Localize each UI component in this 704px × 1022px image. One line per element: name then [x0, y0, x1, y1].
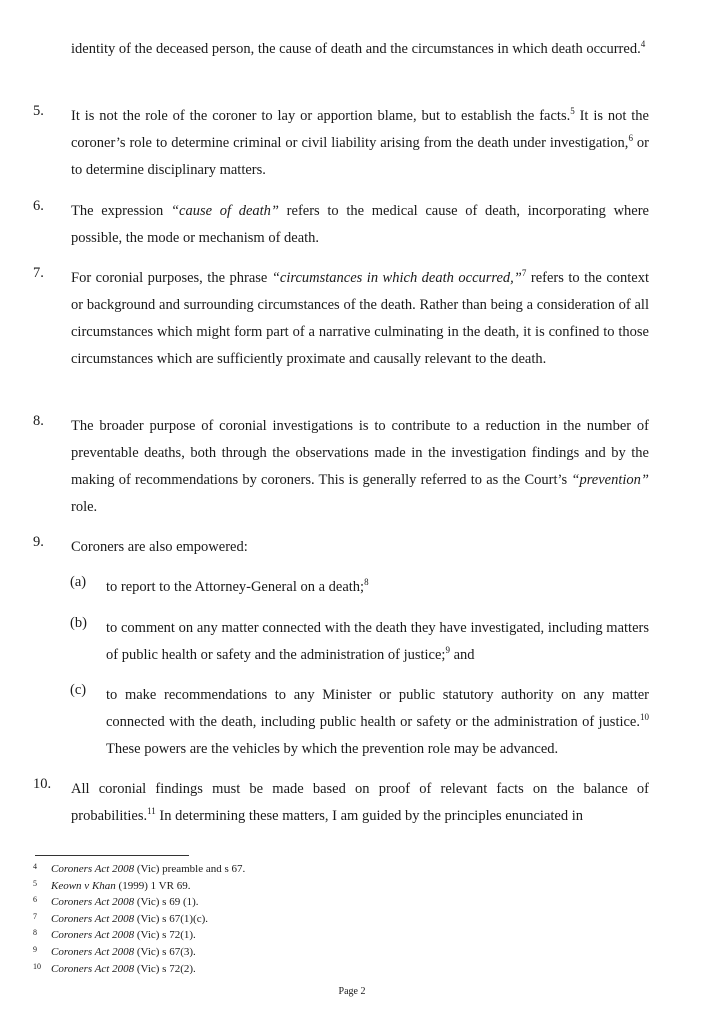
paragraph-number: 10.	[33, 776, 52, 792]
paragraph-text	[71, 198, 649, 252]
text-run: The broader purpose of coronial investigations is to contribute to a reduction in the number of preventable deaths, both through the observations made in the investigation findings and by the making of recommendations by coroners. This is generally referred to as the Court’s	[71, 418, 649, 488]
footnote-mark: 7	[33, 911, 37, 921]
italic-text: Coroners Act 2008	[51, 896, 135, 909]
footnote-text	[51, 946, 196, 958]
paragraph-number: 8.	[33, 413, 44, 429]
text-run: (Vic) s 72(2).	[134, 962, 196, 975]
text-run: (Vic) s 72(1).	[134, 929, 196, 942]
text-run: refers to the medical cause of death, incorporating where possible, the mode or mechanism of death.	[71, 203, 649, 246]
footnote-reference: 5	[570, 106, 575, 116]
subparagraph-label: (b)	[70, 615, 87, 631]
footnote-9	[33, 943, 245, 960]
text-run: (Vic) s 67(3).	[134, 945, 196, 958]
footnote-7	[33, 910, 245, 927]
subparagraph-text	[106, 615, 649, 669]
text-run: to comment on any matter connected with the death they have investigated, including matters of public health or safety and the administration of justice;	[106, 620, 649, 663]
footnote-text	[51, 863, 245, 875]
footnote-reference: 9	[445, 645, 450, 655]
footnote-reference: 10	[640, 712, 649, 722]
page-number: Page 2	[338, 986, 366, 997]
italic-text: Coroners Act 2008	[51, 962, 135, 975]
paragraph-number: 5.	[33, 103, 44, 119]
text-run: In determining these matters, I am guided by the principles enunciated in	[155, 808, 584, 824]
text-run: and	[449, 647, 475, 663]
subparagraph-label: (c)	[70, 682, 87, 698]
footnote-5	[33, 877, 245, 894]
footnotes	[33, 860, 245, 976]
footnote-text	[51, 963, 196, 975]
text-run: Coroners are also empowered:	[71, 539, 248, 555]
footnote-mark: 9	[33, 944, 37, 954]
subparagraph-label: (a)	[70, 574, 87, 590]
footnote-reference: 7	[521, 268, 527, 278]
text-run: (1999) 1 VR 69.	[115, 879, 191, 892]
text-run: It is not the role of the coroner to lay or apportion blame, but to establish the facts.	[71, 108, 571, 124]
subparagraph-text	[106, 574, 649, 601]
footnote-text	[51, 913, 208, 925]
footnote-text	[51, 929, 196, 941]
paragraph-number: 6.	[33, 198, 44, 214]
italic-text: “cause of death”	[170, 203, 279, 219]
footnote-text	[51, 880, 190, 892]
text-run: (Vic) s 69 (1).	[134, 896, 199, 909]
footnote-mark: 6	[33, 895, 37, 905]
text-run: It is not the coroner’s role to determine criminal or civil liability arising from the death under investigation,	[71, 108, 649, 151]
footnote-reference: 6	[628, 133, 633, 143]
footnote-reference: 11	[147, 806, 156, 816]
paragraph-text	[71, 534, 649, 561]
italic-text: Coroners Act 2008	[51, 929, 135, 942]
text-run: The expression	[71, 203, 171, 219]
footnote-8	[33, 926, 245, 943]
text-run: role.	[71, 499, 98, 515]
italic-text: “prevention”	[571, 472, 649, 488]
paragraph-text	[71, 103, 649, 184]
text-run: For coronial purposes, the phrase	[71, 270, 272, 286]
text-run: to report to the Attorney-General on a death;	[106, 579, 365, 595]
footnote-mark: 5	[33, 878, 37, 888]
footnote-mark: 4	[33, 862, 37, 871]
paragraph-number: 7.	[33, 265, 44, 281]
paragraph-number: 9.	[33, 534, 44, 550]
subparagraph-text	[106, 682, 649, 763]
italic-text: “circumstances in which death occurred,”	[271, 270, 522, 286]
footnote-text	[51, 896, 199, 908]
text-run: (Vic) preamble and s 67.	[134, 863, 246, 875]
text-run: refers to the context or background and surrounding circumstances of the death. Rather than being a consideration of all circumstances which might form part of a narrative culminating in the death, it is confined to those circumstances which are sufficiently proximate and causally relevant to the death.	[71, 270, 649, 367]
footnote-mark: 8	[33, 928, 37, 938]
footnote-separator	[35, 855, 189, 856]
text-run: or to determine disciplinary matters.	[71, 135, 649, 178]
footnote-reference: 8	[364, 577, 369, 587]
footnote-mark: 10	[33, 961, 41, 971]
footnote-reference: 4	[640, 39, 646, 49]
paragraph-text	[71, 265, 649, 373]
text-run: identity of the deceased person, the cause of death and the circumstances in which death occurred.	[71, 41, 641, 57]
paragraph-text	[71, 776, 649, 830]
footnote-10	[33, 960, 245, 977]
paragraph-text	[71, 36, 649, 63]
footnote-6	[33, 893, 245, 910]
footnote-4	[33, 860, 245, 877]
text-run: All coronial findings must be made based on proof of relevant facts on the balance of probabilities.	[71, 781, 649, 824]
italic-text: Keown v Khan	[51, 879, 116, 892]
italic-text: Coroners Act 2008	[51, 912, 135, 925]
text-run: to make recommendations to any Minister or public statutory authority on any matter connected with the death, including public health or safety or the administration of justice.	[106, 687, 649, 730]
paragraph-text	[71, 413, 649, 521]
italic-text: Coroners Act 2008	[51, 863, 135, 875]
text-run: (Vic) s 67(1)(c).	[134, 912, 208, 925]
text-run: These powers are the vehicles by which the prevention role may be advanced.	[106, 741, 559, 757]
italic-text: Coroners Act 2008	[51, 945, 135, 958]
